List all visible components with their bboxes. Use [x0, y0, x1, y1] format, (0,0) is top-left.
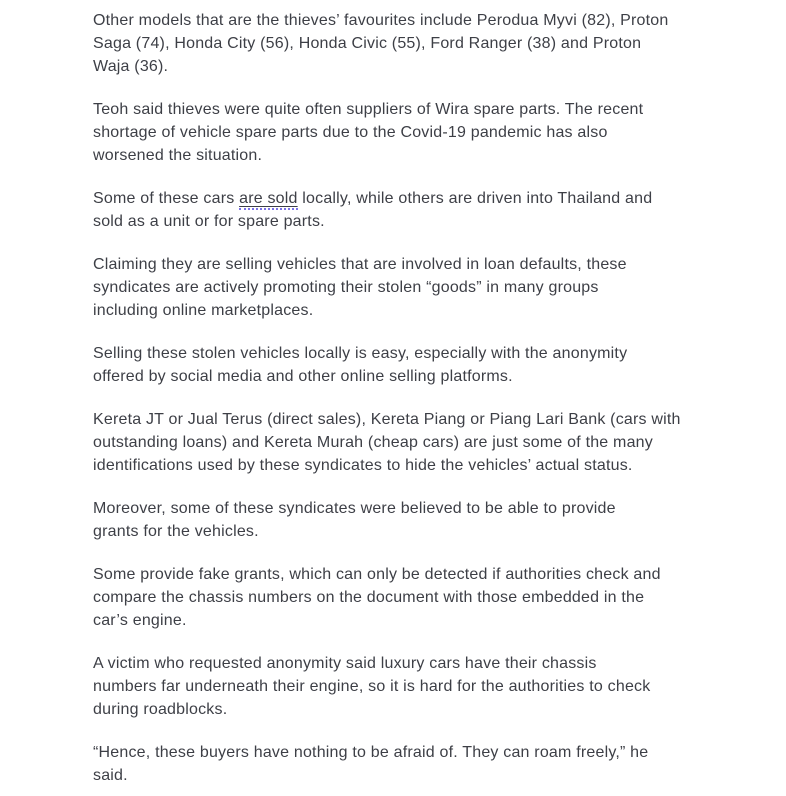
text-line: shortage of vehicle spare parts due to the Covid-19 pandemic has also — [93, 124, 608, 141]
text-line: compare the chassis numbers on the document with those embedded in the — [93, 589, 645, 606]
text-line: worsened the situation. — [93, 147, 263, 164]
text-line: including online marketplaces. — [93, 302, 314, 319]
text-line: Selling these stolen vehicles locally is easy, especially with the anonymity — [93, 345, 628, 362]
text-line: during roadblocks. — [93, 701, 228, 718]
text-line: outstanding loans) and Kereta Murah (cheap cars) are just some of the many — [93, 434, 653, 451]
paragraph — [93, 652, 713, 721]
text-line: syndicates are actively promoting their stolen “goods” in many groups — [93, 279, 599, 296]
text-line — [93, 187, 713, 210]
paragraph — [93, 253, 713, 322]
text-line: Teoh said thieves were quite often suppliers of Wira spare parts. The recent — [93, 101, 644, 118]
text-line: grants for the vehicles. — [93, 523, 259, 540]
text-line: car’s engine. — [93, 612, 187, 629]
paragraph — [93, 98, 713, 167]
text-line: Other models that are the thieves’ favourites include Perodua Myvi (82), Proton — [93, 12, 669, 29]
text-line: said. — [93, 767, 128, 784]
text-line: Moreover, some of these syndicates were believed to be able to provide — [93, 500, 616, 517]
paragraph — [93, 9, 713, 78]
paragraph — [93, 741, 713, 787]
text-line: sold as a unit or for spare parts. — [93, 213, 325, 230]
are-sold-link[interactable]: are sold — [239, 190, 298, 210]
text-line: Saga (74), Honda City (56), Honda Civic (55), Ford Ranger (38) and Proton — [93, 35, 642, 52]
text-line: Some provide fake grants, which can only be detected if authorities check and — [93, 566, 661, 583]
paragraph — [93, 563, 713, 632]
text-segment: Some of these cars — [93, 190, 240, 207]
paragraph — [93, 342, 713, 388]
paragraph — [93, 497, 713, 543]
paragraph — [93, 408, 713, 477]
paragraph — [93, 187, 713, 233]
text-line: Kereta JT or Jual Terus (direct sales), Kereta Piang or Piang Lari Bank (cars with — [93, 411, 681, 428]
text-line: Claiming they are selling vehicles that are involved in loan defaults, these — [93, 256, 627, 273]
text-line: offered by social media and other online selling platforms. — [93, 368, 513, 385]
text-line: A victim who requested anonymity said luxury cars have their chassis — [93, 655, 597, 672]
text-segment: locally, while others are driven into Thailand and — [297, 190, 653, 207]
text-line: Waja (36). — [93, 58, 169, 75]
text-line: numbers far underneath their engine, so it is hard for the authorities to check — [93, 678, 651, 695]
text-line: identifications used by these syndicates to hide the vehicles’ actual status. — [93, 457, 633, 474]
text-line: “Hence, these buyers have nothing to be afraid of. They can roam freely,” he — [93, 744, 649, 761]
